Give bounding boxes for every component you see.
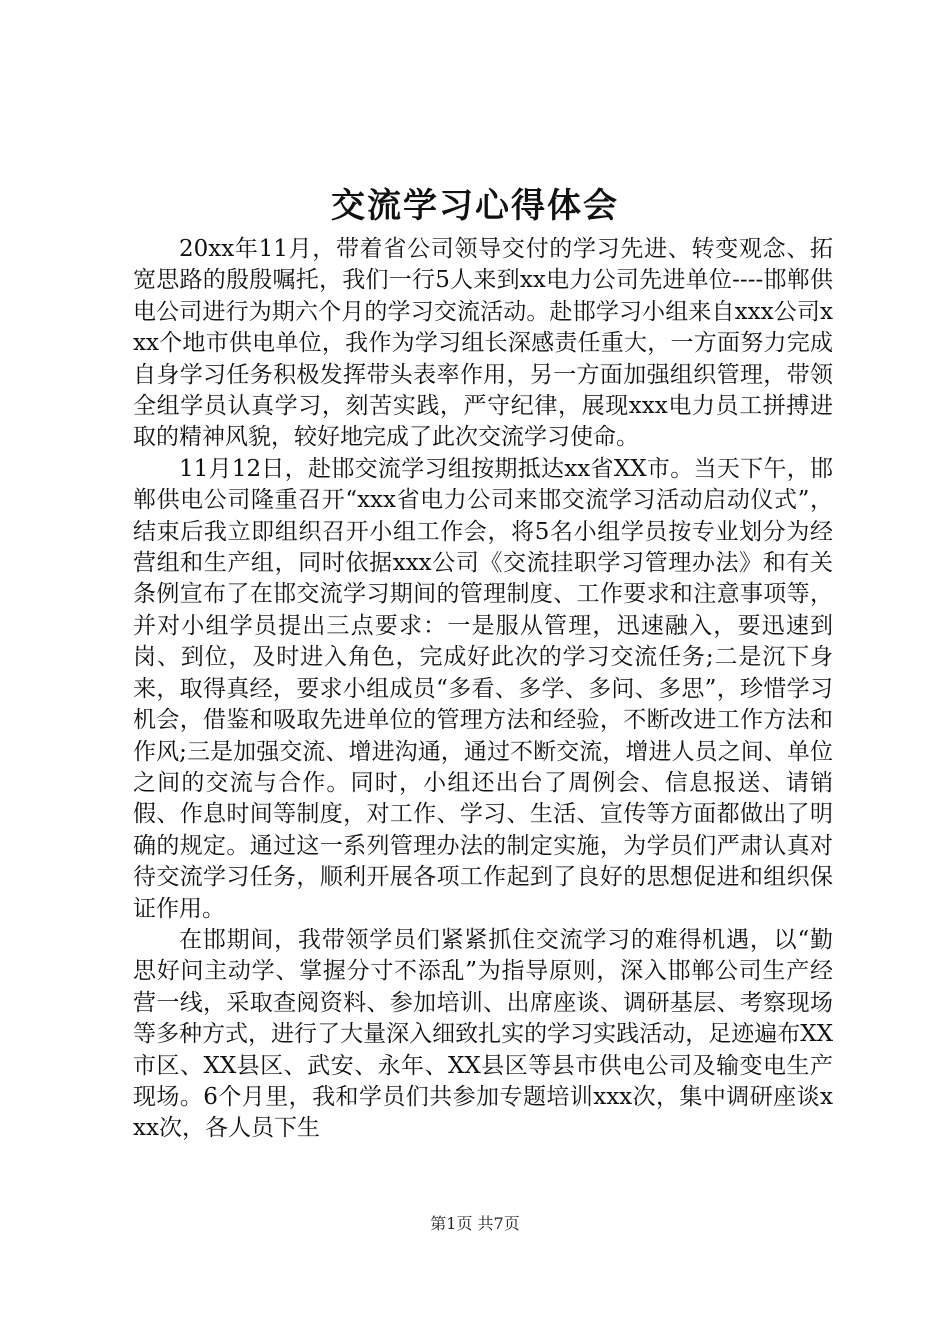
document-title: 交流学习心得体会 — [331, 186, 619, 226]
page-footer: 第1页 共7页 — [430, 1214, 520, 1233]
paragraph-3: 在邯期间，我带领学员们紧紧抓住交流学习的难得机遇，以“勤思好问主动学、掌握分寸不添乱”为指导原则，深入邯郸公司生产经营一线，采取查阅资料、参加培训、出席座谈、调研基层、考察现场等多种方式，进行了大量深入细致扎实的学习实践活动，足迹遍布XX市区、XX县区、武安、永年、XX县区等县市供电公司及输变电生产现场。6个月里，我和学员们共参加专题培训xxx次，集中调研座谈xxx次，各人员下生 — [133, 926, 833, 1142]
paragraph-1: 20xx年11月，带着省公司领导交付的学习先进、转变观念、拓宽思路的殷殷嘱托，我们一行5人来到xx电力公司先进单位----邯郸供电公司进行为期六个月的学习交流活动。赴邯学习小组来自xxx公司xxx个地市供电单位，我作为学习组长深感责任重大，一方面努力完成自身学习任务积极发挥带头表率作用，另一方面加强组织管理，带领全组学员认真学习，刻苦实践，严守纪律，展现xxx电力员工拼搏进取的精神风貌，较好地完成了此次交流学习使命。 — [133, 236, 833, 451]
document-body — [133, 234, 833, 1145]
paragraph-2: 11月12日，赴邯交流学习组按期抵达xx省XX市。当天下午，邯郸供电公司隆重召开“xxx省电力公司来邯交流学习活动启动仪式”，结束后我立即组织召开小组工作会，将5名小组学员按专业划分为经营组和生产组，同时依据xxx公司《交流挂职学习管理办法》和有关条例宣布了在邯交流学习期间的管理制度、工作要求和注意事项等，并对小组学员提出三点要求：一是服从管理，迅速融入，要迅速到岗、到位，及时进入角色，完成好此次的学习交流任务;二是沉下身来，取得真经，要求小组成员“多看、多学、多问、多思”，珍惜学习机会，借鉴和吸取先进单位的管理方法和经验，不断改进工作方法和作风;三是加强交流、增进沟通，通过不断交流，增进人员之间、单位之间的交流与合作。同时，小组还出台了周例会、信息报送、请销假、作息时间等制度，对工作、学习、生活、宣传等方面都做出了明确的规定。通过这一系列管理办法的制定实施，为学员们严肃认真对待交流学习任务，顺利开展各项工作起到了良好的思想促进和组织保证作用。 — [133, 455, 833, 922]
